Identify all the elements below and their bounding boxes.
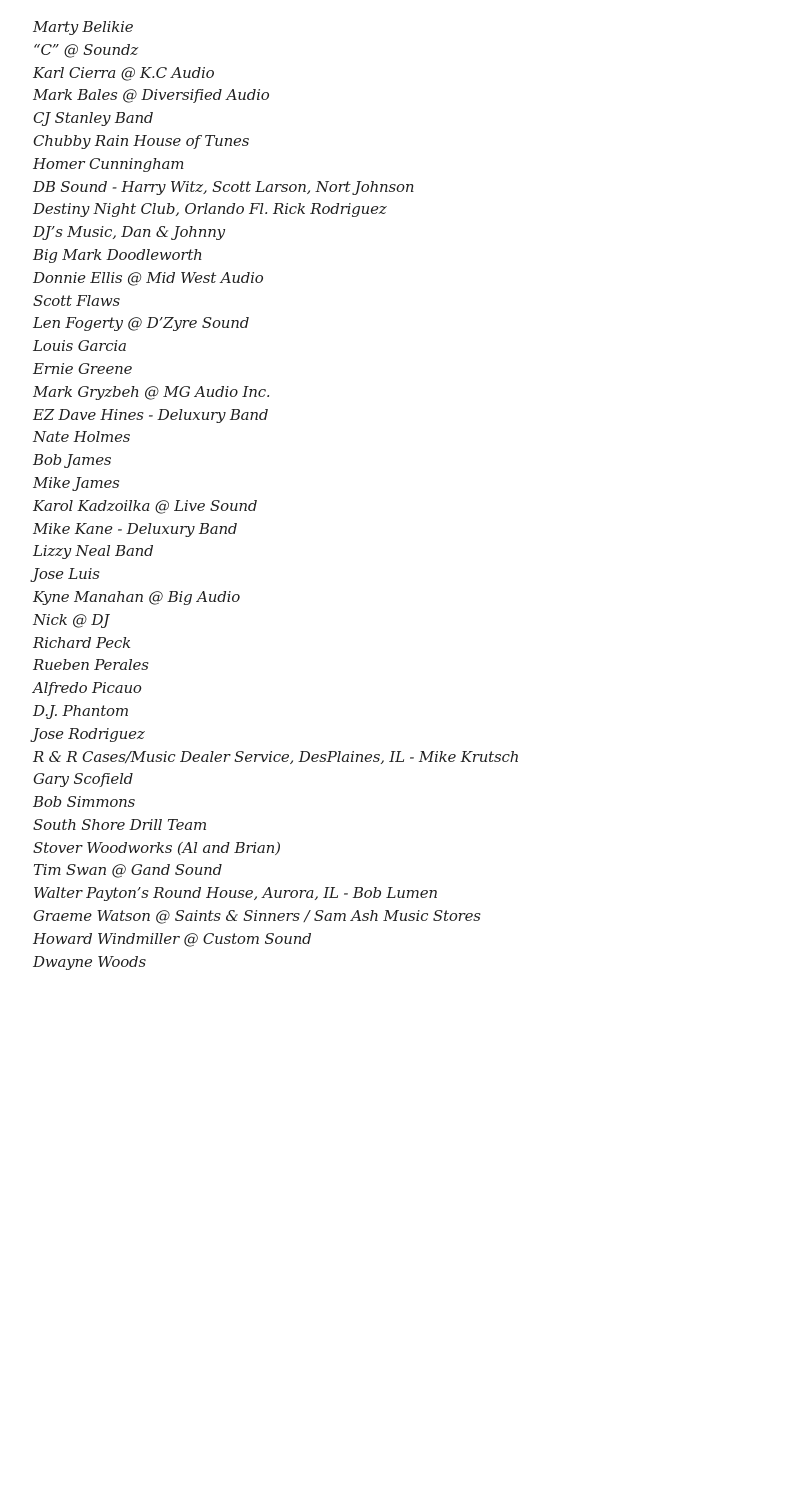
list-item: R & R Cases/Music Dealer Service, DesPlaines, IL - Mike Krutsch xyxy=(33,747,520,766)
list-item: Jose Rodriguez xyxy=(33,724,145,743)
list-item: Howard Windmiller @ Custom Sound xyxy=(33,929,312,948)
list-item: Kyne Manahan @ Big Audio xyxy=(33,587,241,606)
list-item: Bob Simmons xyxy=(33,793,136,812)
list-item: Gary Scofield xyxy=(33,770,134,789)
list-item: Nick @ DJ xyxy=(33,610,110,629)
list-item: Rueben Perales xyxy=(33,656,149,675)
list-item: D.J. Phantom xyxy=(33,701,129,720)
list-item: Donnie Ellis @ Mid West Audio xyxy=(33,268,264,287)
list-item: Louis Garcia xyxy=(33,337,127,356)
list-item: Jose Luis xyxy=(33,565,100,584)
list-item: CJ Stanley Band xyxy=(33,109,154,128)
list-item: Mike James xyxy=(33,473,120,492)
list-item: Richard Peck xyxy=(33,633,132,652)
list-item: Alfredo Picauo xyxy=(33,679,142,698)
list-item: Mark Gryzbeh @ MG Audio Inc. xyxy=(33,382,271,401)
list-item: EZ Dave Hines - Deluxury Band xyxy=(33,405,269,424)
list-item: Len Fogerty @ D’Zyre Sound xyxy=(33,314,250,333)
list-item: Tim Swan @ Gand Sound xyxy=(33,861,223,880)
list-item: DB Sound - Harry Witz, Scott Larson, Nort Johnson xyxy=(33,177,415,196)
list-item: Marty Belikie xyxy=(33,18,134,36)
list-item: Walter Payton’s Round House, Aurora, IL - Bob Lumen xyxy=(33,884,438,903)
list-item: Big Mark Doodleworth xyxy=(33,245,203,264)
list-item: Nate Holmes xyxy=(33,428,131,447)
list-item: “C” @ Soundz xyxy=(33,40,139,59)
list-item: Destiny Night Club, Orlando Fl. Rick Rodriguez xyxy=(33,200,387,219)
list-item: DJ’s Music, Dan & Johnny xyxy=(33,223,225,242)
names-list xyxy=(33,16,519,973)
list-item: Graeme Watson @ Saints & Sinners / Sam Ash Music Stores xyxy=(33,907,481,926)
list-item: Ernie Greene xyxy=(33,359,133,378)
list-item: Karl Cierra @ K.C Audio xyxy=(33,63,215,82)
list-item: Mike Kane - Deluxury Band xyxy=(33,519,238,538)
list-item: Scott Flaws xyxy=(33,291,121,310)
list-item: Homer Cunningham xyxy=(33,154,185,173)
list-item: Karol Kadzoilka @ Live Sound xyxy=(33,496,258,515)
list-item: Lizzy Neal Band xyxy=(33,542,154,561)
list-item: Mark Bales @ Diversified Audio xyxy=(33,86,270,105)
list-item: Stover Woodworks (Al and Brian) xyxy=(33,838,281,857)
list-item: Bob James xyxy=(33,451,112,470)
list-item: Dwayne Woods xyxy=(33,952,146,971)
list-item: South Shore Drill Team xyxy=(33,815,208,834)
list-item: Chubby Rain House of Tunes xyxy=(33,131,250,150)
